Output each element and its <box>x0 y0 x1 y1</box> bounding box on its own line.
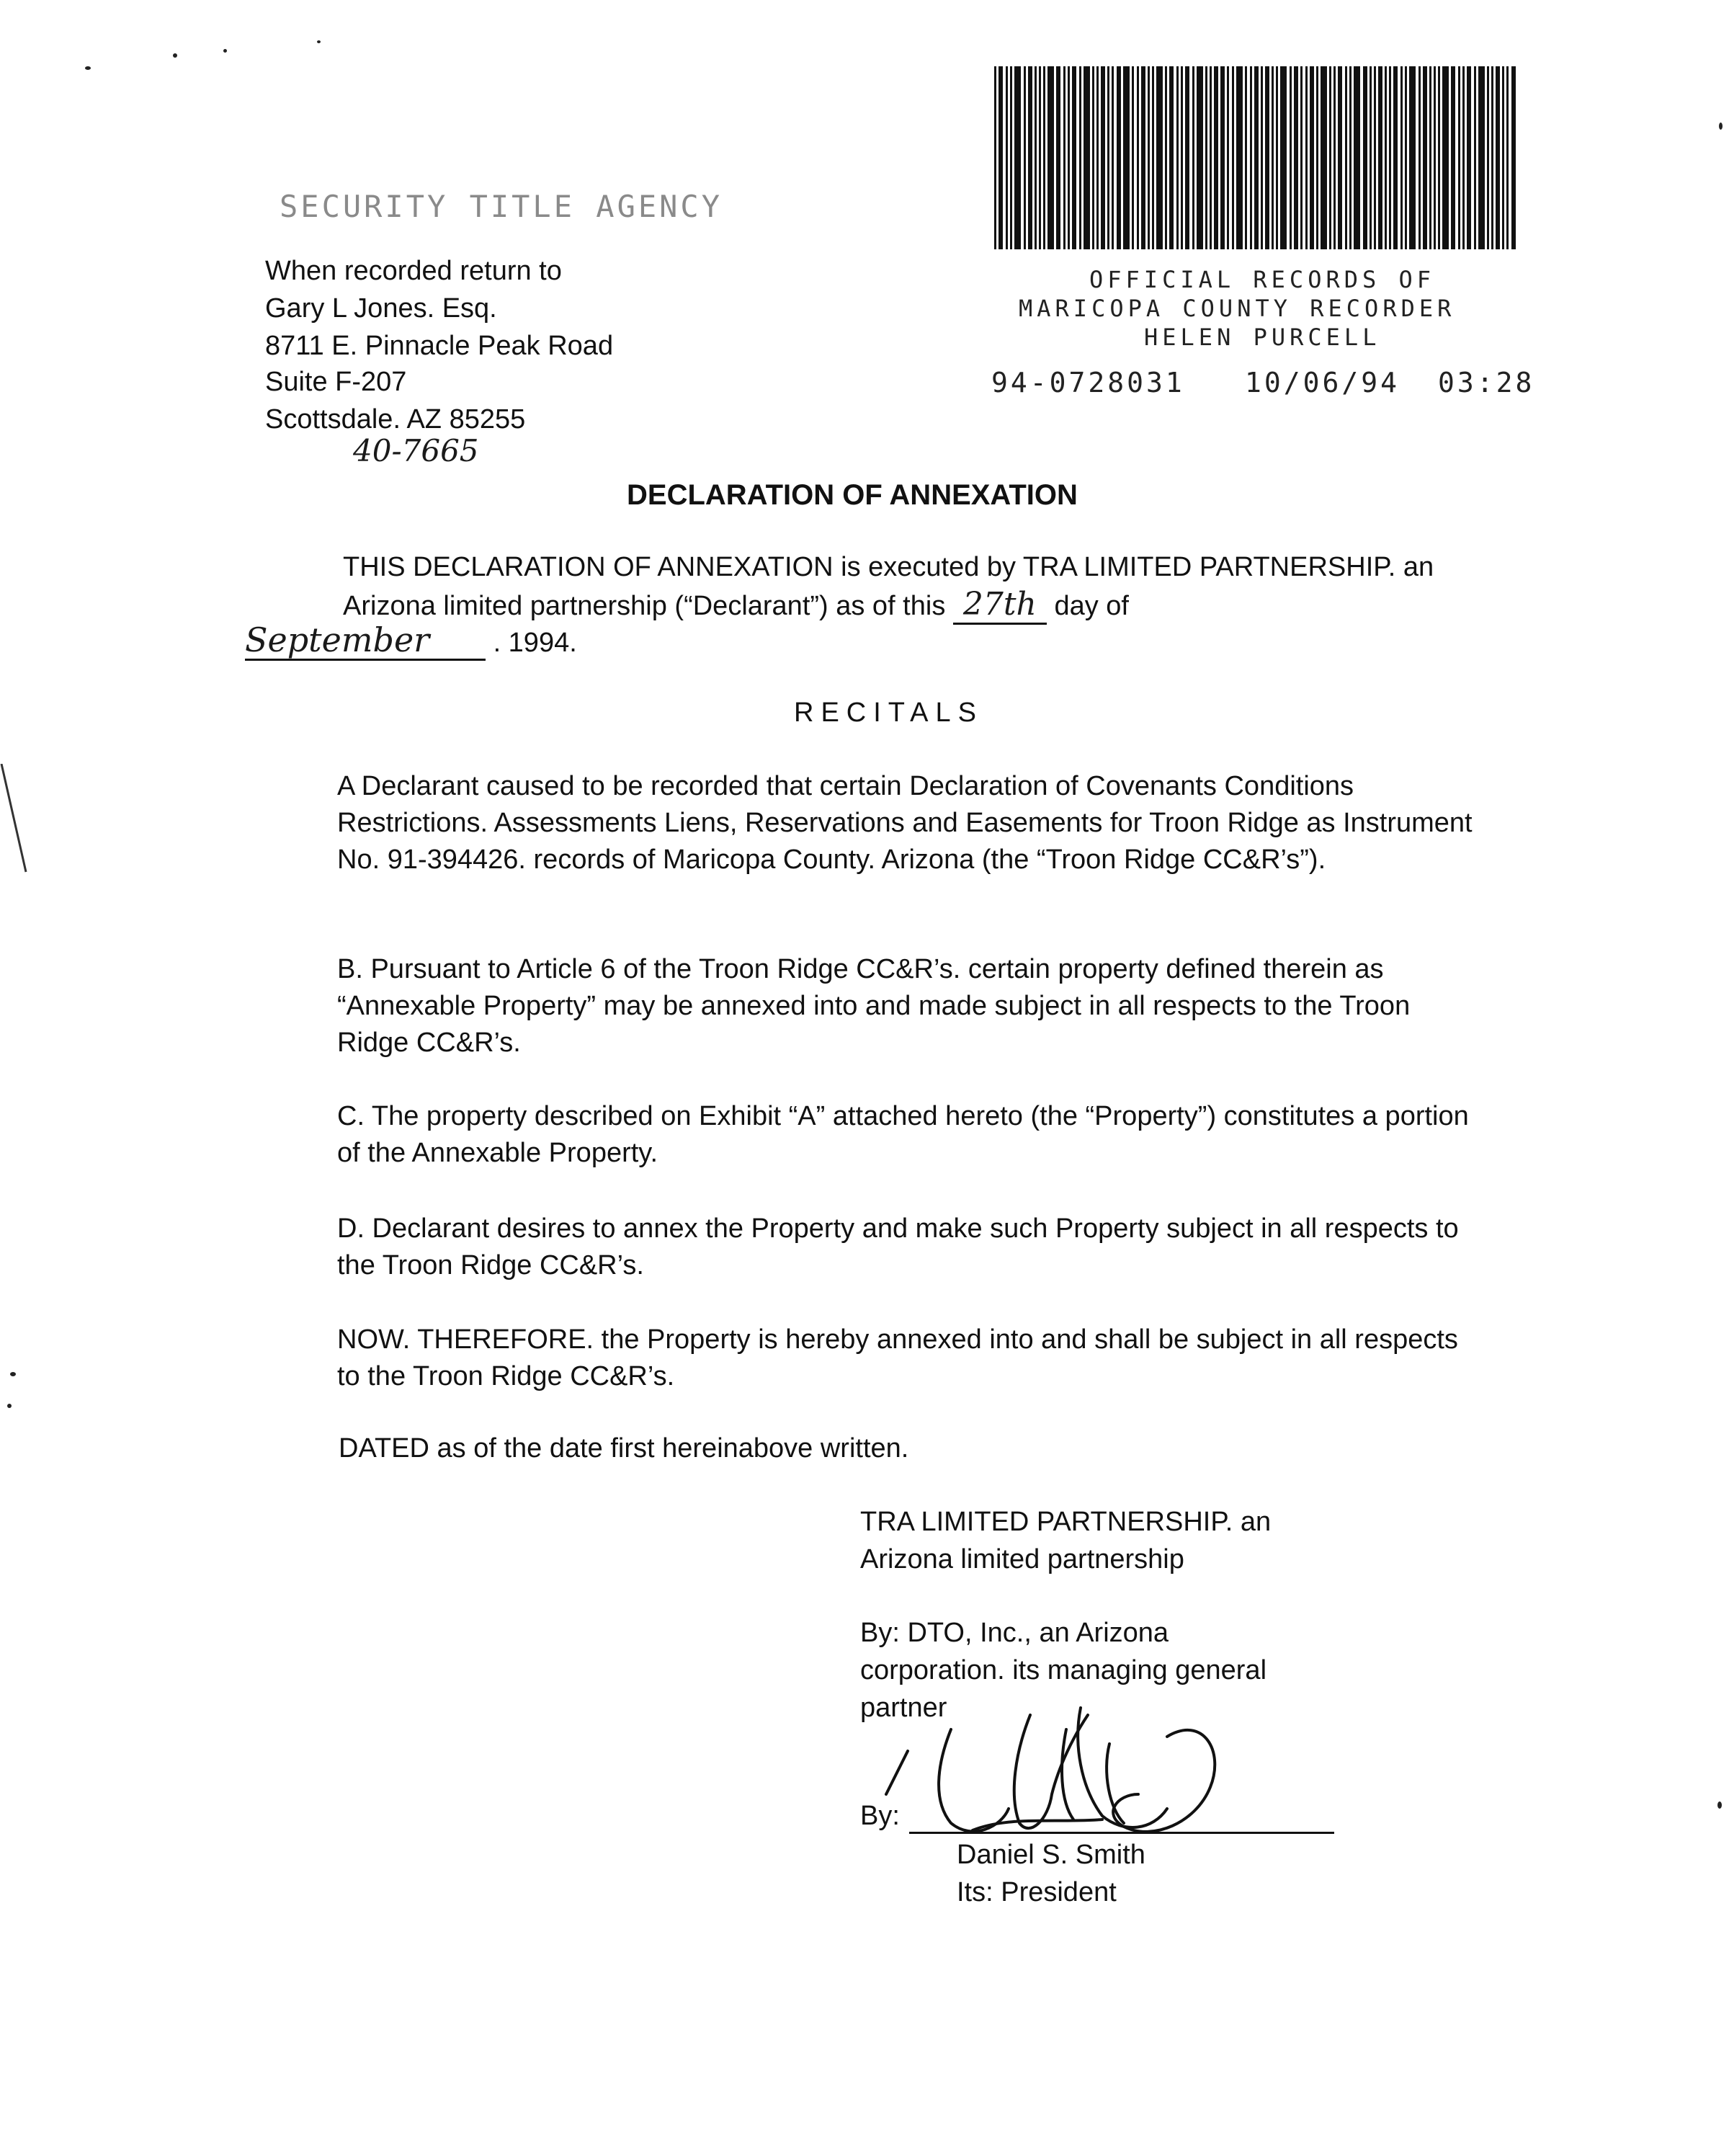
barcode-bar <box>1214 66 1218 249</box>
barcode-bar <box>1006 66 1008 249</box>
barcode-bar <box>1261 66 1263 249</box>
barcode-bar <box>1310 66 1314 249</box>
barcode-bar <box>1101 66 1105 249</box>
barcode-bar <box>1363 66 1367 249</box>
barcode-bar <box>1236 66 1243 249</box>
barcode-bar <box>1378 66 1382 249</box>
barcode-bar <box>1024 66 1026 249</box>
barcode-bar <box>1333 66 1336 249</box>
recital-c <box>265 1098 1475 1172</box>
barcode-bar <box>1478 66 1485 249</box>
entity-line-2: Arizona limited partnership <box>860 1544 1184 1574</box>
by-label: By: <box>860 1801 900 1831</box>
recorder-line-3: HELEN PURCELL <box>1144 324 1381 351</box>
barcode-bar <box>1254 66 1259 249</box>
recital-a-text: A Declarant caused to be recorded that certain Declaration of Covenants Conditions Restrictions. Assessments Liens, Reservations and Easements for Troon Ridge as Instrument No. 91-394426. records of Maricopa County. Arizona (the “Troon Ridge CC&R’s”). <box>337 771 1473 875</box>
recital-b <box>265 951 1475 1061</box>
recorder-date: 10/06/94 <box>1245 367 1400 398</box>
barcode-bar <box>1405 66 1407 249</box>
return-street: 8711 E. Pinnacle Peak Road <box>265 331 614 361</box>
scan-speck <box>223 49 227 53</box>
barcode-bar <box>1205 66 1207 249</box>
barcode-bar <box>1014 66 1021 249</box>
barcode-bar <box>1419 66 1421 249</box>
by-line-1: By: DTO, Inc., an Arizona <box>860 1618 1169 1648</box>
barcode-bar <box>1197 66 1203 249</box>
barcode-bar <box>1079 66 1081 249</box>
barcode-bar <box>1112 66 1114 249</box>
barcode-bar <box>1245 66 1247 249</box>
barcode-bar <box>1092 66 1094 249</box>
barcode-bar <box>1148 66 1150 249</box>
signer-name: Daniel S. Smith <box>957 1840 1145 1870</box>
barcode-bar <box>1185 66 1189 249</box>
barcode-bar <box>1272 66 1274 249</box>
barcode-bar <box>1389 66 1391 249</box>
barcode-bar <box>1294 66 1298 249</box>
barcode-bar <box>1370 66 1372 249</box>
barcode-bar <box>1491 66 1493 249</box>
return-to-heading: When recorded return to <box>265 256 562 286</box>
recital-c-text: C. The property described on Exhibit “A” attached hereto (the “Property”) constitutes a portion of the Annexable Property. <box>337 1101 1469 1168</box>
by-line-2: corporation. its managing general <box>860 1655 1267 1685</box>
barcode-bar <box>1169 66 1174 249</box>
return-name: Gary L Jones. Esq. <box>265 293 497 324</box>
intro-year: . 1994. <box>493 628 577 658</box>
barcode-bar <box>1393 66 1398 249</box>
barcode-bar <box>1511 66 1516 249</box>
scan-speck <box>173 53 177 58</box>
barcode <box>991 63 1522 252</box>
return-city: Scottsdale. AZ 85255 <box>265 404 526 435</box>
barcode-bar <box>1232 66 1234 249</box>
barcode-bar <box>1434 66 1436 249</box>
barcode-bar <box>1502 66 1504 249</box>
scan-edge-line <box>0 764 29 879</box>
barcode-bar <box>1474 66 1476 249</box>
recitals-heading: RECITALS <box>794 698 984 728</box>
barcode-bar <box>1152 66 1154 249</box>
barcode-bar <box>1329 66 1331 249</box>
barcode-bar <box>994 66 996 249</box>
now-therefore-text: NOW. THEREFORE. the Property is hereby annexed into and shall be subject in all respects to the Troon Ridge CC&R’s. <box>337 1324 1458 1391</box>
barcode-bar <box>1276 66 1278 249</box>
barcode-bar <box>1132 66 1134 249</box>
recital-a <box>265 768 1475 878</box>
recorder-time: 03:28 <box>1438 367 1535 398</box>
handwritten-day: 27th <box>953 586 1047 625</box>
barcode-bar <box>1458 66 1460 249</box>
handwritten-reference: 40-7665 <box>353 433 479 468</box>
intro-paragraph <box>265 549 1475 625</box>
barcode-bar <box>1123 66 1130 249</box>
barcode-bar <box>1280 66 1287 249</box>
barcode-bar <box>1462 66 1465 249</box>
document-title: DECLARATION OF ANNEXATION <box>627 479 1078 511</box>
barcode-bar <box>1141 66 1145 249</box>
barcode-bar <box>1084 66 1090 249</box>
scan-speck <box>1717 1801 1722 1809</box>
intro-day-of: day of <box>1054 591 1129 621</box>
barcode-bar <box>1345 66 1347 249</box>
barcode-bar <box>1028 66 1032 249</box>
barcode-bar <box>1300 66 1303 249</box>
barcode-bar <box>1047 66 1054 249</box>
barcode-bar <box>1305 66 1308 249</box>
barcode-bar <box>1043 66 1045 249</box>
barcode-bar <box>1063 66 1065 249</box>
entity-line-1: TRA LIMITED PARTNERSHIP. an <box>860 1507 1272 1537</box>
barcode-bar <box>1374 66 1376 249</box>
recital-d <box>265 1211 1475 1284</box>
barcode-bar <box>1467 66 1471 249</box>
by-line-3: partner <box>860 1693 947 1723</box>
scan-speck <box>10 1372 16 1376</box>
dated-line: DATED as of the date first hereinabove written. <box>339 1433 909 1464</box>
recital-d-text: D. Declarant desires to annex the Property and make such Property subject in all respects to the Troon Ridge CC&R’s. <box>337 1213 1459 1280</box>
barcode-bar <box>1068 66 1070 249</box>
scan-speck <box>85 66 91 70</box>
barcode-bar <box>1010 66 1012 249</box>
agency-stamp: SECURITY TITLE AGENCY <box>280 189 723 224</box>
now-therefore-paragraph <box>265 1322 1475 1395</box>
barcode-bar <box>1338 66 1342 249</box>
barcode-bar <box>1423 66 1427 249</box>
barcode-bar <box>1290 66 1292 249</box>
barcode-bar <box>1165 66 1167 249</box>
barcode-bar <box>1316 66 1318 249</box>
barcode-bar <box>1409 66 1416 249</box>
barcode-bar <box>1250 66 1252 249</box>
barcode-bar <box>1056 66 1060 249</box>
barcode-bar <box>1429 66 1431 249</box>
barcode-bar <box>1107 66 1109 249</box>
signer-title: Its: President <box>957 1877 1117 1907</box>
barcode-bar <box>1227 66 1229 249</box>
barcode-bar <box>1117 66 1121 249</box>
barcode-bar <box>1349 66 1352 249</box>
barcode-bar <box>1438 66 1440 249</box>
barcode-bar <box>1210 66 1212 249</box>
barcode-bar <box>1096 66 1099 249</box>
barcode-bar <box>1354 66 1360 249</box>
return-suite: Suite F-207 <box>265 367 407 397</box>
barcode-bar <box>1039 66 1041 249</box>
recital-b-text: B. Pursuant to Article 6 of the Troon Ridge CC&R’s. certain property defined therein as “Annexable Property” may be annexed into and made subject in all respects to the Troon Ridge CC&R’s. <box>337 954 1411 1058</box>
barcode-bar <box>1265 66 1269 249</box>
scan-speck <box>317 40 321 43</box>
barcode-bar <box>1156 66 1163 249</box>
intro-text: THIS DECLARATION OF ANNEXATION is executed by TRA LIMITED PARTNERSHIP. an Arizona limited partnership (“Declarant”) as of this <box>343 552 1434 621</box>
barcode-bar <box>1506 66 1509 249</box>
handwritten-month: September <box>245 621 486 661</box>
barcode-bar <box>1442 66 1449 249</box>
barcode-bar <box>1496 66 1500 249</box>
barcode-bar <box>1321 66 1327 249</box>
intro-date-line <box>245 621 577 662</box>
recorder-line-2: MARICOPA COUNTY RECORDER <box>1019 295 1456 322</box>
barcode-bar <box>1220 66 1225 249</box>
barcode-bar <box>1035 66 1037 249</box>
barcode-bar <box>1451 66 1455 249</box>
recorder-doc-number: 94-0728031 <box>991 367 1185 398</box>
barcode-bar <box>998 66 1003 249</box>
barcode-bar <box>1072 66 1076 249</box>
barcode-bar <box>1137 66 1139 249</box>
handwritten-signature <box>864 1686 1239 1859</box>
barcode-bar <box>1176 66 1179 249</box>
barcode-bar <box>1487 66 1489 249</box>
barcode-bar <box>1385 66 1387 249</box>
scan-speck <box>1719 122 1723 130</box>
scan-speck <box>7 1404 12 1408</box>
recorder-line-1: OFFICIAL RECORDS OF <box>1089 266 1436 293</box>
barcode-bar <box>1400 66 1403 249</box>
barcode-bar <box>1192 66 1194 249</box>
barcode-bar <box>1181 66 1183 249</box>
